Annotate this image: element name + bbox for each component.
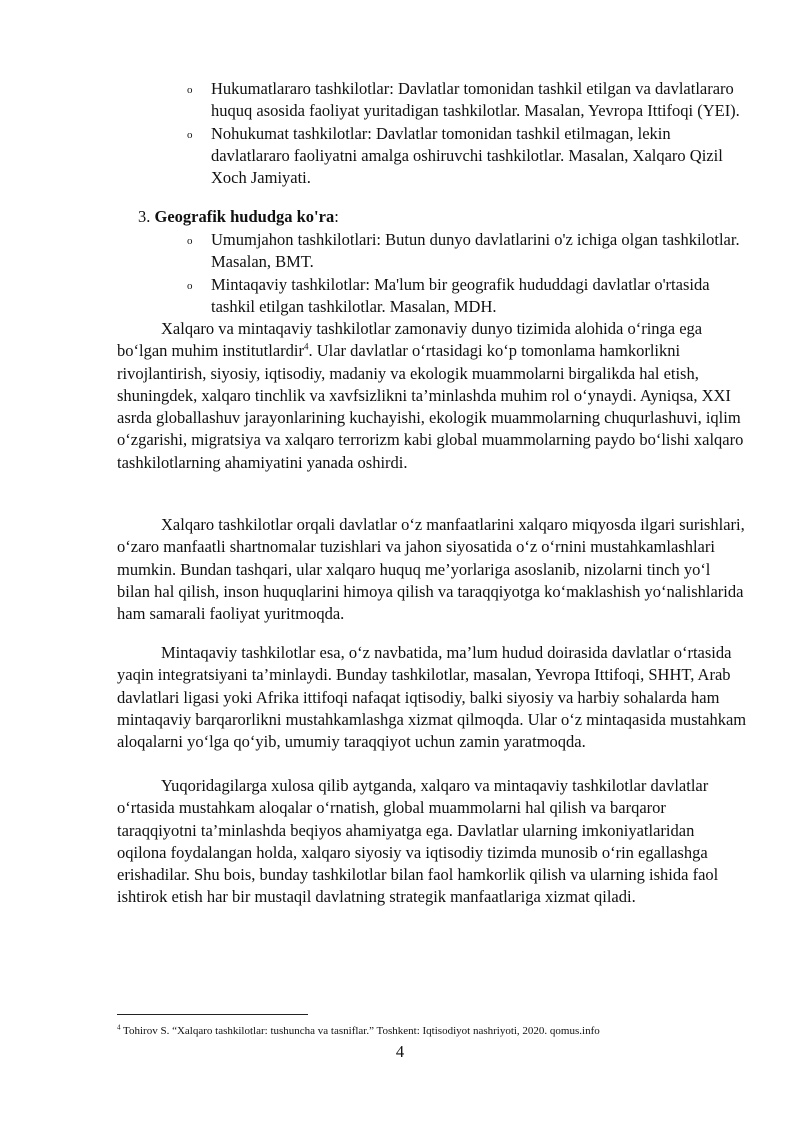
bullet-marker: o [187, 128, 193, 141]
paragraph-text: . Ular davlatlar o‘rtasidagi ko‘p tomonlama hamkorlikni rivojlantirish, siyosiy, iqtisodiy, madaniy va ekologik muammolarni birgalikda hal etish, shuningdek, xalqaro tinchlik va xavfsizlikni ta’minlashda muhim rol o‘ynaydi. Ayniqsa, XXI asrda globallashuv jarayonlarining kuchayishi, ekologik muammolarning chuqurlashuvi, iqlim o‘zgarishi, migratsiya va xalqaro terrorizm kabi global muammolarning paydo bo‘lishi xalqaro tashkilotlarning ahamiyatini yanada oshirdi. [117, 341, 744, 472]
page-number: 4 [395, 1042, 405, 1061]
list-item [0, 123, 800, 190]
item-number: 3. [138, 207, 151, 226]
list-item [0, 274, 800, 319]
list-item [0, 229, 800, 274]
bullet-marker: o [187, 235, 193, 247]
footnote-text: Tohirov S. “Xalqaro tashkilotlar: tushuncha va tasniflar.” Toshkent: Iqtisodiyot nashriyoti, 2020. qomus.info [120, 1025, 600, 1037]
numbered-item-3 [138, 206, 339, 228]
list-item-text: Nohukumat tashkilotlar: Davlatlar tomonidan tashkil etilmagan, lekin davlatlararo faoliyatni amalga oshiruvchi tashkilotlar. Masalan, Xalqaro Qizil Xoch Jamiyati. [211, 123, 723, 188]
paragraph-3: Mintaqaviy tashkilotlar esa, o‘z navbatida, ma’lum hudud doirasida davlatlar o‘rtasida yaqin integratsiyani ta’minlaydi. Bunday tashkilotlar, masalan, Yevropa Ittifoqi, SHHT, Arab davlatlari ligasi yoki Afrika ittifoqi nafaqat iqtisodiy, balki siyosiy va harbiy sohalarda ham mintaqaviy barqarorlikni mustahkamlashga xizmat qilmoqda. Ular o‘z mintaqasida mustahkam aloqalarni yo‘lga qo‘yib, umumiy taraqqiyot uchun zamin yaratmoqda. [117, 643, 747, 752]
paragraph-1 [117, 318, 747, 474]
sub-list-organization-types [0, 78, 800, 189]
sub-list-geographic [0, 229, 800, 318]
bullet-marker: o [187, 84, 193, 96]
footnote-mark: 4 [117, 1023, 121, 1032]
footnote-reference[interactable]: 4 [303, 341, 309, 352]
list-item-text: Hukumatlararo tashkilotlar: Davlatlar tomonidan tashkil etilgan va davlatlararo huquq asosida faoliyat yuritadigan tashkilotlar. Masalan, Yevropa Ittifoqi (YEI). [211, 79, 740, 121]
paragraph-2: Xalqaro tashkilotlar orqali davlatlar o‘z manfaatlarini xalqaro miqyosda ilgari surishlari, o‘zaro manfaatli shartnomalar tuzishlari va jahon siyosatida o‘z o‘rnini mustahkamlashlari mumkin. Bundan tashqari, ular xalqaro huquq me’yorlariga asoslanib, nizolarni tinch yo‘l bilan hal qilish, inson huquqlarini himoya qilish va taraqqiyotga ko‘maklashish yo‘nalishlarida ham samarali faoliyat yuritmoqda. [117, 515, 745, 624]
paragraph-text: Xalqaro va mintaqaviy tashkilotlar zamonaviy dunyo tizimida alohida o‘ringa ega bo‘lgan muhim institutlardir [117, 319, 703, 361]
footnote [117, 1024, 757, 1038]
paragraph-4: Yuqoridagilarga xulosa qilib aytganda, xalqaro va mintaqaviy tashkilotlar davlatlar o‘rtasida mustahkam aloqalar o‘rnatish, global muammolarni hal qilish va barqaror taraqqiyotni ta’minlashda beqiyos ahamiyatga ega. Davlatlar ularning imkoniyatlaridan oqilona foydalangan holda, xalqaro siyosiy va iqtisodiy tizimda munosib o‘rin egallashga erishadilar. Shu bois, bunday tashkilotlar bilan faol hamkorlik qilish va ularning ishida faol ishtirok etish har bir mustaqil davlatning strategik manfaatlariga xizmat qiladi. [117, 776, 719, 907]
bullet-marker: o [187, 279, 193, 292]
item-colon: : [334, 207, 339, 226]
item-heading: Geografik hududga ko'ra [154, 207, 335, 226]
list-item [0, 78, 800, 123]
footnote-separator [117, 1014, 308, 1015]
list-item-text: Umumjahon tashkilotlari: Butun dunyo davlatlarini o'z ichiga olgan tashkilotlar. Masalan, BMT. [211, 230, 740, 272]
list-item-text: Mintaqaviy tashkilotlar: Ma'lum bir geografik hududdagi davlatlar o'rtasida tashkil etilgan tashkilotlar. Masalan, MDH. [211, 274, 710, 316]
